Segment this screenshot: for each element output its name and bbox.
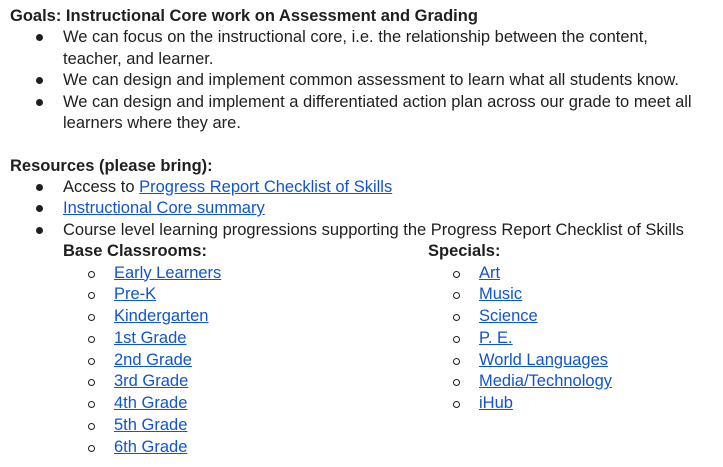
5th-grade-link[interactable]: 5th Grade xyxy=(114,415,188,434)
base-classrooms-title: Base Classrooms: xyxy=(63,242,207,260)
media-technology-link[interactable]: Media/Technology xyxy=(479,372,612,391)
list-item xyxy=(63,328,221,350)
bullet-icon xyxy=(36,77,43,84)
spacer xyxy=(10,135,715,156)
circle-bullet-icon xyxy=(453,379,460,386)
music-link[interactable]: Music xyxy=(479,285,523,304)
2nd-grade-link[interactable]: 2nd Grade xyxy=(114,350,192,369)
kindergarten-link[interactable]: Kindergarten xyxy=(114,307,209,325)
bullet-icon xyxy=(36,34,43,41)
circle-bullet-icon xyxy=(88,292,95,299)
resources-item-text: Course level learning progressions supporting the Progress Report Checklist of Skills xyxy=(63,220,684,239)
circle-bullet-icon xyxy=(88,423,95,430)
4th-grade-link[interactable]: 4th Grade xyxy=(114,394,188,412)
goals-item-text: We can design and implement common assessment to learn what all students know. xyxy=(63,71,680,89)
bullet-icon xyxy=(36,227,43,234)
circle-bullet-icon xyxy=(88,271,95,278)
list-item xyxy=(63,415,221,437)
circle-bullet-icon xyxy=(453,314,460,321)
pe-link[interactable]: P. E. xyxy=(479,328,513,347)
science-link[interactable]: Science xyxy=(479,307,538,325)
list-item xyxy=(63,393,221,415)
goals-heading: Goals: Instructional Core work on Assessment and Grading xyxy=(10,7,478,25)
specials-title: Specials: xyxy=(428,242,501,260)
3rd-grade-link[interactable]: 3rd Grade xyxy=(114,372,189,391)
circle-bullet-icon xyxy=(88,379,95,386)
list-item xyxy=(428,328,612,350)
resources-item xyxy=(10,198,715,220)
progress-report-checklist-link[interactable]: Progress Report Checklist of Skills xyxy=(139,177,393,196)
list-item xyxy=(63,306,221,328)
goals-item xyxy=(10,70,715,92)
circle-bullet-icon xyxy=(453,271,460,278)
base-classrooms-column xyxy=(63,241,221,458)
resources-item-prefix: Access to xyxy=(63,177,140,196)
art-link[interactable]: Art xyxy=(479,263,501,282)
goals-list xyxy=(10,27,715,135)
circle-bullet-icon xyxy=(453,336,460,343)
circle-bullet-icon xyxy=(453,292,460,299)
ihub-link[interactable]: iHub xyxy=(479,394,513,412)
list-item xyxy=(63,350,221,372)
list-item xyxy=(428,306,612,328)
list-item xyxy=(63,371,221,393)
pre-k-link[interactable]: Pre-K xyxy=(114,285,157,304)
list-item xyxy=(428,263,612,285)
goals-item-text: We can design and implement a differentiated action plan across our grade to meet all learners where they are. xyxy=(63,92,692,132)
goals-item xyxy=(10,27,715,70)
circle-bullet-icon xyxy=(88,336,95,343)
early-learners-link[interactable]: Early Learners xyxy=(114,263,222,282)
goals-item-text: We can focus on the instructional core, i.e. the relationship between the content, teacher, and learner. xyxy=(63,28,648,68)
bullet-icon xyxy=(36,205,43,212)
circle-bullet-icon xyxy=(453,358,460,365)
list-item xyxy=(63,437,221,459)
circle-bullet-icon xyxy=(88,445,95,452)
circle-bullet-icon xyxy=(88,314,95,321)
list-item xyxy=(428,284,612,306)
specials-list xyxy=(428,263,612,415)
resources-item xyxy=(10,220,715,242)
bullet-icon xyxy=(36,184,43,191)
1st-grade-link[interactable]: 1st Grade xyxy=(114,328,187,347)
resources-item xyxy=(10,177,715,199)
list-item xyxy=(428,350,612,372)
instructional-core-summary-link[interactable]: Instructional Core summary xyxy=(63,199,265,217)
list-item xyxy=(63,263,221,285)
circle-bullet-icon xyxy=(88,401,95,408)
base-classrooms-list xyxy=(63,263,221,459)
6th-grade-link[interactable]: 6th Grade xyxy=(114,437,188,456)
document-body xyxy=(10,6,715,457)
list-item xyxy=(63,284,221,306)
circle-bullet-icon xyxy=(453,401,460,408)
goals-item xyxy=(10,92,715,135)
progressions-columns xyxy=(10,241,715,457)
bullet-icon xyxy=(36,99,43,106)
circle-bullet-icon xyxy=(88,358,95,365)
resources-heading: Resources (please bring): xyxy=(10,156,213,175)
world-languages-link[interactable]: World Languages xyxy=(479,350,609,369)
resources-list xyxy=(10,177,715,242)
list-item xyxy=(428,371,612,393)
specials-column xyxy=(428,241,612,415)
list-item xyxy=(428,393,612,415)
